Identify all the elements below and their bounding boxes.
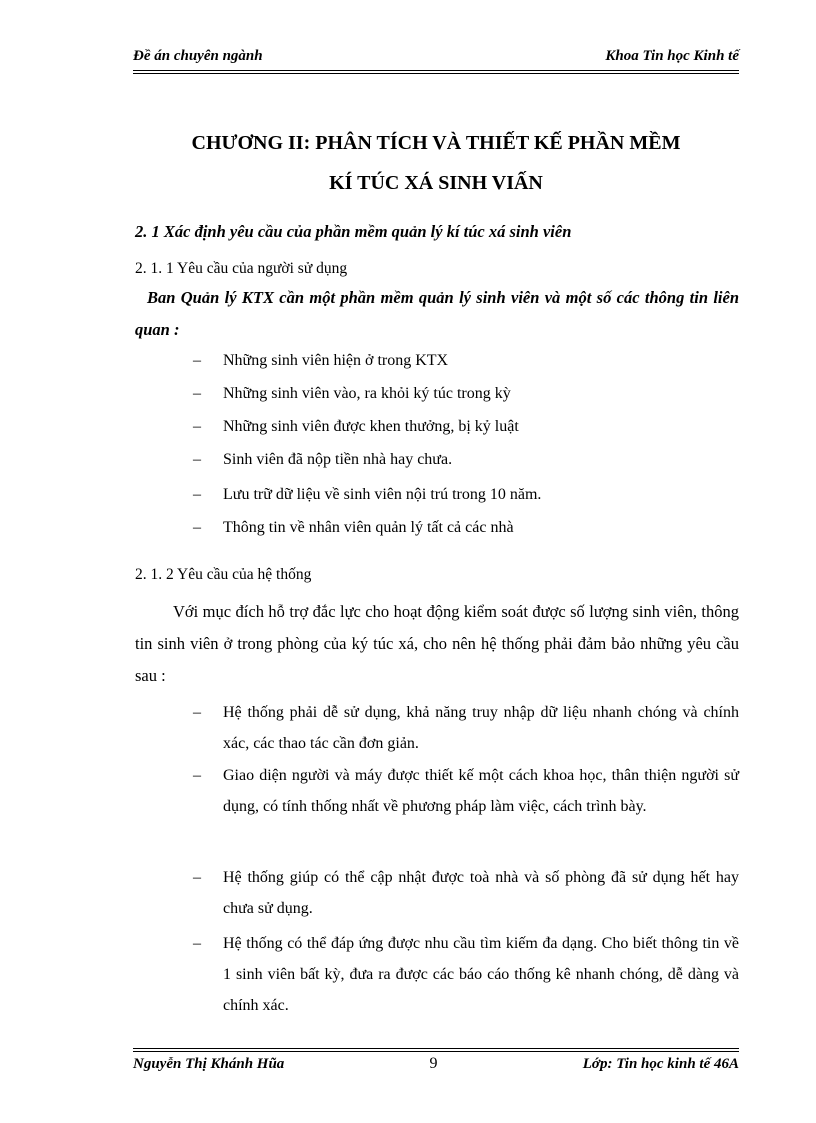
list-marker: – [193,352,201,369]
page-footer [133,1055,739,1073]
list-item [193,862,739,924]
section-2-1-2-intro: Với mục đích hỗ trợ đắc lực cho hoạt động kiểm soát được số lượng sinh viên, thông tin sinh viên ở trong phòng của ký túc xá, cho nên hệ thống phải đảm bảo những yêu cầu sau : [135,602,739,685]
list-item [193,697,739,759]
list-item-text: Lưu trữ dữ liệu về sinh viên nội trú trong 10 năm. [223,486,542,503]
list-marker: – [193,869,201,886]
list-item-text: Hệ thống giúp có thể cập nhật được toà nhà và số phòng đã sử dụng hết hay chưa sử dụng. [223,869,739,917]
list-marker: – [193,767,201,784]
list-marker: – [193,704,201,721]
list-item-text: Hệ thống phải dễ sử dụng, khả năng truy nhập dữ liệu nhanh chóng và chính xác, các thao tác cần đơn giản. [223,704,739,752]
section-2-1-heading: 2. 1 Xác định yêu cầu của phần mềm quản lý kí túc xá sinh viên [135,222,572,241]
footer-class: Lớp: Tin học kinh tế 46A [582,1056,739,1072]
list-item [193,479,739,510]
page-header [133,48,739,65]
list-item [193,928,739,1021]
list-item-text: Những sinh viên vào, ra khỏi ký túc trong kỳ [223,385,511,402]
list-marker: – [193,935,201,952]
header-rule [133,70,739,74]
section-2-1-1-intro: Ban Quản lý KTX cần một phần mềm quản lý sinh viên và một số các thông tin liên quan : [135,288,739,339]
list-marker: – [193,418,201,435]
list-item [193,444,739,475]
list-marker: – [193,519,201,536]
list-item [193,411,739,442]
list-item [193,378,739,409]
footer-author: Nguyễn Thị Khánh Hũa [133,1056,285,1072]
list-marker: – [193,451,201,468]
list-item-text: Những sinh viên được khen thưởng, bị kỷ luật [223,418,519,435]
header-right: Khoa Tin học Kinh tế [605,48,739,64]
list-item-text: Thông tin về nhân viên quản lý tất cả các nhà [223,519,514,536]
chapter-title-line2: KÍ TÚC XÁ SINH VIẤN [329,172,543,194]
header-left: Đề án chuyên ngành [133,48,263,64]
list-item [193,760,739,822]
list-item [193,345,739,376]
list-item-text: Sinh viên đã nộp tiền nhà hay chưa. [223,451,453,468]
footer-rule [133,1048,739,1052]
page-number: 9 [429,1055,438,1072]
section-2-1-2-heading: 2. 1. 2 Yêu cầu của hệ thống [135,566,312,583]
list-marker: – [193,385,201,402]
list-marker: – [193,486,201,503]
section-2-1-1-heading: 2. 1. 1 Yêu cầu của người sử dụng [135,260,348,277]
list-item-text: Hệ thống có thể đáp ứng được nhu cầu tìm kiếm đa dạng. Cho biết thông tin về 1 sinh viên bất kỳ, đưa ra được các báo cáo thống kê nhanh chóng, dễ dàng và chính xác. [223,935,739,1014]
list-item [193,512,739,543]
list-item-text: Giao diện người và máy được thiết kế một cách khoa học, thân thiện người sử dụng, có tính thống nhất về phương pháp làm việc, cách trình bày. [223,767,739,815]
list-item-text: Những sinh viên hiện ở trong KTX [223,352,449,369]
chapter-title-line1: CHƯƠNG II: PHÂN TÍCH VÀ THIẾT KẾ PHẦN MỀM [191,132,681,154]
